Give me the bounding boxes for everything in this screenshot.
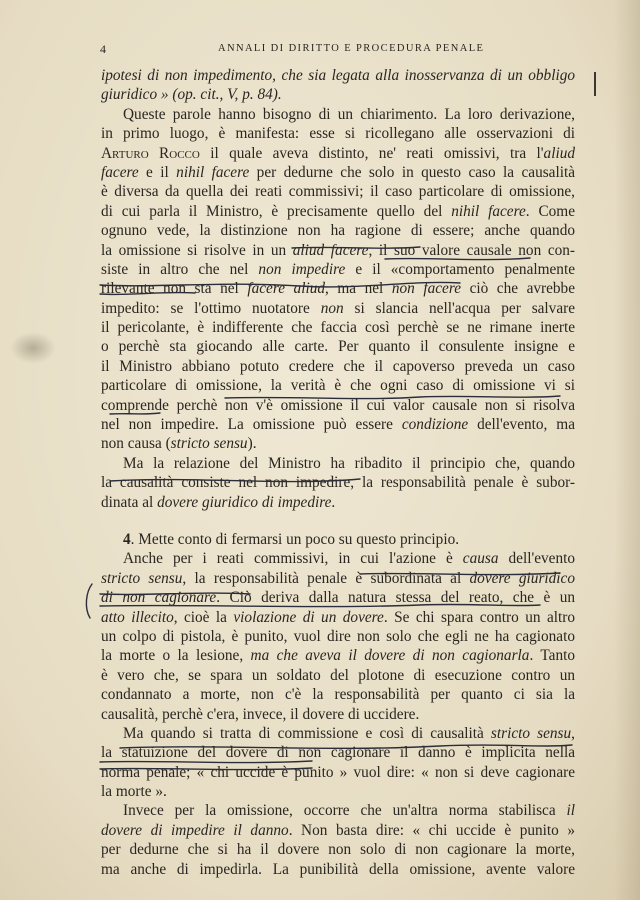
text-line: condannato a morte, non c'è la responsabilità per quanto ci sia la — [101, 686, 575, 704]
text-line: la morte o la lesione, ma che aveva il dovere di non cagionarla. Tanto — [101, 647, 575, 665]
text-line: norma penale; « chi uccide è punito » vuol dire: « non si deve cagionare — [101, 763, 575, 781]
text-line: Ma la relazione del Ministro ha ribadito il principio che, quando — [123, 454, 575, 472]
text-line: giuridico » (op. cit., V, p. 84). — [101, 86, 282, 104]
text-line: ognuno vede, la distinzione non ha ragione di essere; anche quando — [101, 222, 575, 240]
text-line: comprende perchè non v'è omissione il cui valor causale non si risolva — [101, 396, 575, 414]
text-line: è diversa da quella dei reati commissivi; il caso particolare di omissione, — [101, 183, 575, 201]
text-line: stricto sensu, la responsabilità penale è subordinata al dovere giuridico — [101, 569, 575, 587]
text-line: in primo luogo, è manifesta: esse si ricollegano alle osservazioni di — [101, 125, 575, 143]
text-line: facere e il nihil facere per dedurne che solo in questo caso la causalità — [101, 163, 576, 181]
page-number: 4 — [100, 42, 106, 56]
text-line: ipotesi di non impedimento, che sia legata alla inosservanza di un obbligo — [101, 67, 575, 84]
text-line: non causa (stricto sensu). — [101, 435, 257, 453]
text-line: rilevante non sta nel facere aliud, ma nel non facere ciò che avrebbe — [101, 280, 575, 298]
text-line: causalità, perchè c'era, invece, il dovere di uccidere. — [101, 705, 420, 723]
page-header — [100, 42, 580, 58]
running-head: ANNALI DI DIRITTO E PROCEDURA PENALE — [218, 43, 485, 54]
text-line: la omissione si risolve in un aliud facere, il suo valore causale non con- — [101, 241, 576, 259]
text-line: la causalità consiste nel non impedire, la responsabilità penale è subor- — [101, 474, 575, 492]
text-line: Arturo Rocco il quale aveva distinto, ne' reati omissivi, tra l'aliud — [101, 144, 575, 162]
text-line: particolare di omissione, la verità è che ogni caso di omissione vi si — [101, 377, 575, 395]
text-line: la statuizione del dovere di non cagionare il danno è implicita nella — [101, 744, 575, 762]
text-line: Invece per la omissione, occorre che un'altra norma stabilisca il — [123, 802, 575, 820]
text-line: ma anche di impedirla. La punibilità della omissione, avente valore — [101, 860, 575, 878]
text-line: o perchè sta giocando alle carte. Per quanto il consulente insigne e — [101, 338, 575, 356]
text-line: siste in altro che nel non impedire e il «comportamento penalmente — [101, 260, 575, 278]
text-line: il Ministro abbiano potuto credere che il capoverso preveda un caso — [101, 357, 575, 375]
text-line: dovere di impedire il danno. Non basta dire: « chi uccide è punito » — [101, 821, 575, 839]
section-gap — [101, 512, 575, 530]
text-line: Anche per i reati commissivi, in cui l'azione è causa dell'evento — [123, 550, 575, 568]
text-line: di cui parla il Ministro, è precisamente quello del nihil facere. Come — [101, 202, 575, 220]
margin-pencil-mark — [594, 72, 596, 96]
text-line: atto illecito, cioè la violazione di un dovere. Se chi spara contro un altro — [101, 608, 575, 626]
text-line: per dedurne che si ha il dovere non solo di non cagionare la morte, — [101, 841, 575, 859]
text-line: è vero che, se spara un soldato del plotone di esecuzione contro un — [101, 666, 575, 684]
text-line: Ma quando si tratta di commissione e così di causalità stricto sensu, — [123, 724, 575, 742]
text-line: Queste parole hanno bisogno di un chiarimento. La loro derivazione, — [123, 105, 575, 123]
text-line: la morte ». — [101, 783, 167, 801]
text-line: un colpo di pistola, è punito, vuol dire non solo che egli ne ha cagionato — [101, 627, 575, 645]
ink-smudge — [10, 332, 56, 364]
text-line: impedito: se l'ottimo nuotatore non si slancia nell'acqua per salvare — [101, 299, 576, 317]
body-text — [101, 66, 575, 879]
page-edge-shadow — [614, 0, 640, 900]
text-line: nel non impedire. La omissione può essere condizione dell'evento, ma — [101, 416, 575, 434]
text-line: di non cagionare. Ciò deriva dalla natura stessa del reato, che è un — [101, 589, 576, 607]
text-line: dinata al dovere giuridico di impedire. — [101, 493, 336, 511]
section-heading-line: 4. Mette conto di fermarsi un poco su questo principio. — [123, 530, 460, 548]
text-line: il pericolante, è indifferente che faccia così perchè se ne rimane inerte — [101, 319, 575, 337]
